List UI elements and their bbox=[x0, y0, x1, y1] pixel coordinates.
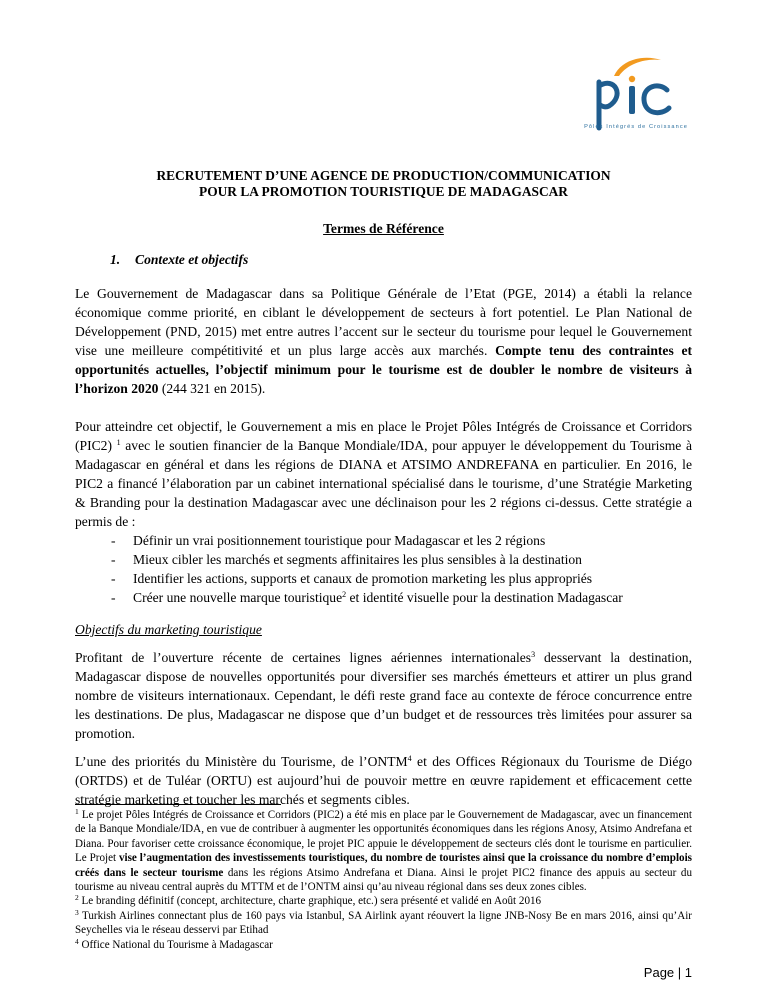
footnote-ref: 3 bbox=[531, 650, 536, 659]
footnote-number: 1 bbox=[75, 807, 79, 816]
paragraph-priorities bbox=[75, 752, 692, 809]
footnote-text: Le projet Pôles Intégrés de Croissance et Corridors (PIC2) a été mis en place par le Gouvernement de Madagascar, avec un financement de la Banque Mondiale/IDA, en vue de contribuer à augmenter les opportunités économiques dans les régions Anosy, Atsimo Andrefana et Diana. Pour favoriser cette croissance économique, le projet PIC appuie le développement de secteurs clés dont le tourisme en particulier. Le Projet bbox=[75, 809, 692, 865]
list-item-text: Créer une nouvelle marque touristique bbox=[133, 590, 343, 605]
subheading: Objectifs du marketing touristique bbox=[75, 622, 262, 637]
paragraph-airlines bbox=[75, 648, 692, 743]
list-item: - Identifier les actions, supports et canaux de promotion marketing les plus appropriés bbox=[111, 569, 692, 588]
paragraph-context bbox=[75, 284, 692, 398]
page-number: Page | 1 bbox=[643, 965, 692, 980]
footnote-ref: 1 bbox=[116, 438, 121, 447]
footnote-4 bbox=[75, 938, 692, 952]
document-subtitle: Termes de Référence bbox=[323, 221, 444, 236]
footnote-ref: 4 bbox=[407, 754, 412, 763]
footnote-number: 4 bbox=[75, 936, 79, 946]
paragraph-text: desservant la destination, Madagascar dispose de nouvelles opportunités pour diversifier ses marchés émetteurs et attirer un plus grand nombre de visiteurs internationaux. Cependant, le défi reste grand face au contexte de féroce concurrence entre les destinations. De plus, Madagascar ne dispose que d’un budget et de ressources très limitées pour assurer sa promotion. bbox=[75, 650, 692, 741]
footnote-ref: 2 bbox=[342, 590, 347, 599]
footnotes bbox=[75, 808, 692, 952]
objectives-list bbox=[75, 531, 692, 607]
footnote-2 bbox=[75, 894, 692, 908]
paragraph-text: avec le soutien financier de la Banque Mondiale/IDA, pour appuyer le développement du Tourisme à Madagascar en général et dans les régions de DIANA et ATSIMO ANDREFANA en particulier. En 2016, le PIC2 a financé l’élaboration par un cabinet international spécialisé dans le tourisme, d’une Stratégie Marketing & Branding pour la destination Madagascar avec une déclinaison pour les 2 régions ci-dessus. Cette stratégie a permis de : bbox=[75, 438, 693, 529]
section-number: 1. bbox=[110, 252, 121, 267]
title-line-2: POUR LA PROMOTION TOURISTIQUE DE MADAGASCAR bbox=[199, 184, 568, 199]
paragraph-text: Pour atteindre cet objectif, le Gouvernement a mis en place le Projet Pôles Intégrés de Croissance et Corridors (PIC2) bbox=[75, 419, 692, 453]
section-heading bbox=[110, 250, 692, 269]
paragraph-text: et des Offices Régionaux du Tourisme de Diégo (ORTDS) et de Tuléar (ORTU) est aujourd’hui de pouvoir mettre en œuvre rapidement et efficacement cette stratégie marketing et toucher les marchés et segments cibles. bbox=[75, 754, 692, 807]
footnote-emphasis: vise l’augmentation des investissements touristiques, du nombre de touristes ainsi que la croissance du nombre d’emplois créés dans le secteur tourisme bbox=[75, 852, 692, 879]
footnote-separator bbox=[75, 804, 281, 805]
paragraph-text: L’une des priorités du Ministère du Tourisme, de l’ONTM bbox=[75, 754, 408, 769]
footnote-text: Le branding définitif (concept, architecture, charte graphique, etc.) sera présenté et validé en Août 2016 bbox=[78, 895, 542, 908]
paragraph-text: (244 321 en 2015). bbox=[158, 381, 266, 396]
list-item: - Définir un vrai positionnement touristique pour Madagascar et les 2 régions bbox=[111, 531, 692, 550]
document-title bbox=[75, 168, 692, 200]
paragraph-emphasis: Compte tenu des contraintes et opportunités actuelles, l’objectif minimum pour le tourisme est de doubler le nombre de visiteurs à l’horizon 2020 bbox=[75, 343, 692, 396]
paragraph-text: Profitant de l’ouverture récente de certaines lignes aériennes internationales bbox=[75, 650, 532, 665]
footnote-text: dans les régions Atsimo Andrefana et Diana. Ainsi le projet PIC2 finance des appuis au secteur du tourisme au niveau central auprès du MTTM et de l’ONTM ainsi qu’au niveau régional dans ses deux zones cibles. bbox=[75, 866, 692, 894]
logo-subtitle: Pôles Intégrés de Croissance bbox=[584, 124, 688, 130]
footnote-text: Turkish Airlines connectant plus de 160 pays via Istanbul, SA Airlink ayant réouvert la ligne JNB-Nosy Be en mars 2016, ainsi qu’Air Seychelles via le réseau desservi par Etihad bbox=[75, 909, 692, 937]
document-body bbox=[75, 168, 692, 809]
footnote-number: 2 bbox=[75, 893, 79, 903]
footnote-1 bbox=[75, 808, 692, 894]
paragraph-pic2 bbox=[75, 417, 692, 531]
paragraph-text: Le Gouvernement de Madagascar dans sa Politique Générale de l’Etat (PGE, 2014) a établi la relance économique comme priorité, en ciblant le développement de secteurs à fort potentiel. Le Plan National de Développement (PND, 2015) met entre autres l’accent sur le secteur du tourisme pour lequel le Gouvernement vise une meilleure compétitivité et un plus large accès aux marchés. bbox=[75, 286, 692, 358]
footnote-text: Office National du Tourisme à Madagascar bbox=[78, 938, 273, 951]
list-item: - Mieux cibler les marchés et segments affinitaires les plus sensibles à la destination bbox=[111, 550, 692, 569]
footnote-3 bbox=[75, 909, 692, 938]
footnote-number: 3 bbox=[75, 907, 79, 917]
list-item-text: et identité visuelle pour la destination Madagascar bbox=[346, 590, 623, 605]
title-line-1: RECRUTEMENT D’UNE AGENCE DE PRODUCTION/COMMUNICATION bbox=[156, 168, 611, 183]
section-label: Contexte et objectifs bbox=[135, 252, 249, 267]
list-item bbox=[111, 588, 692, 607]
